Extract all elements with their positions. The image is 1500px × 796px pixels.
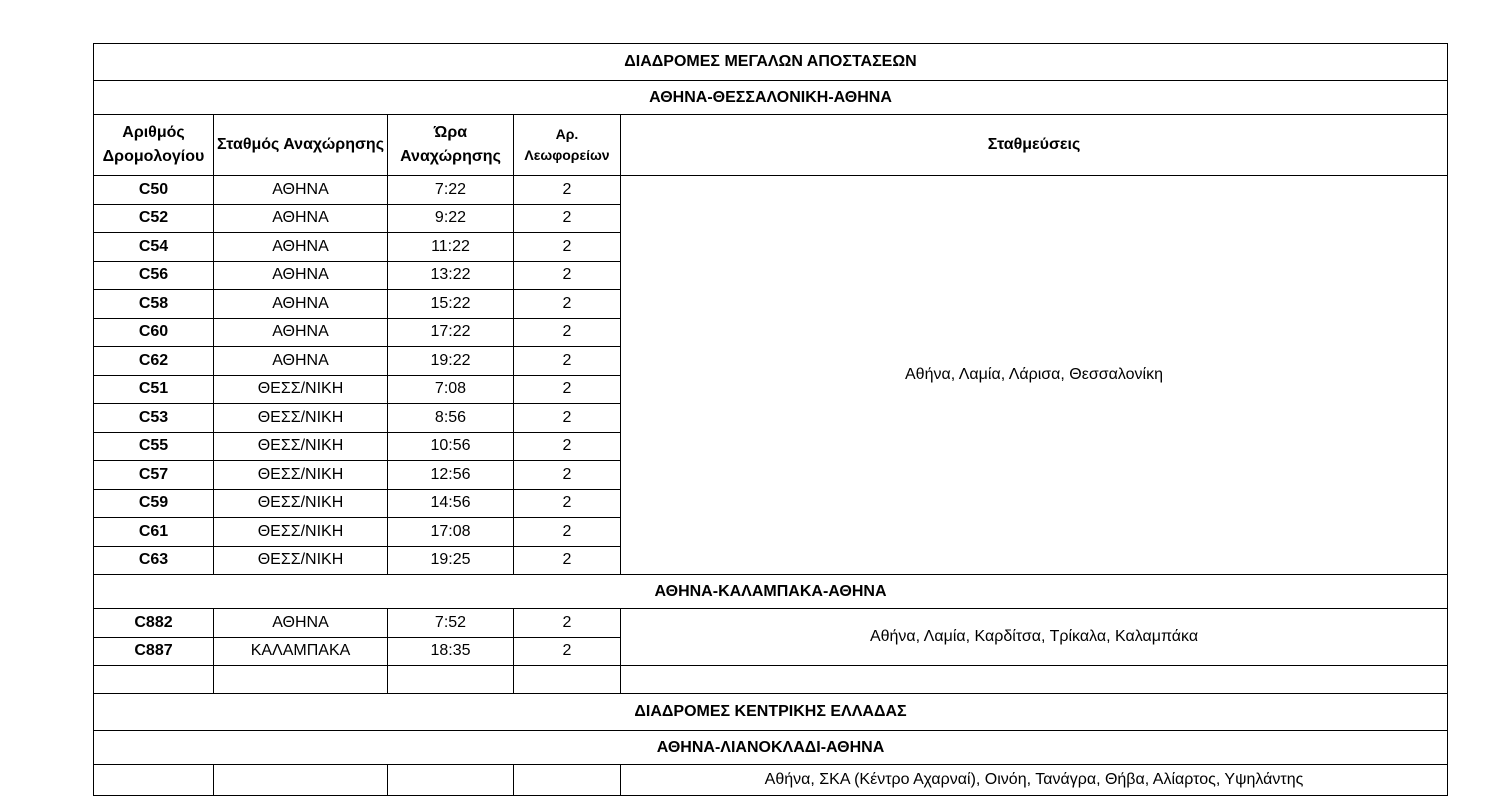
departure-time: 19:25 — [388, 546, 514, 575]
departure-time: 11:22 — [388, 233, 514, 262]
stops-athens-thessaloniki: Αθήνα, Λαμία, Λάρισα, Θεσσαλονίκη — [621, 176, 1448, 575]
departure-station: ΑΘΗΝΑ — [214, 204, 388, 233]
bus-count: 2 — [514, 637, 621, 666]
bus-count: 2 — [514, 546, 621, 575]
route-number: C54 — [94, 233, 214, 262]
route-number: C52 — [94, 204, 214, 233]
header-route-number: Αριθμός Δρομολογίου — [94, 115, 214, 176]
empty-cell — [214, 666, 388, 694]
empty-row — [94, 666, 1448, 694]
departure-station: ΘΕΣΣ/ΝΙΚΗ — [214, 375, 388, 404]
departure-time: 13:22 — [388, 261, 514, 290]
bus-count: 2 — [514, 261, 621, 290]
route-number: C51 — [94, 375, 214, 404]
departure-time: 12:56 — [388, 461, 514, 490]
departure-station: ΘΕΣΣ/ΝΙΚΗ — [214, 432, 388, 461]
bus-count: 2 — [514, 404, 621, 433]
departure-time: 19:22 — [388, 347, 514, 376]
route-number: C58 — [94, 290, 214, 319]
route-number: C882 — [94, 609, 214, 638]
departure-time: 9:22 — [388, 204, 514, 233]
table-row — [94, 609, 1448, 638]
bus-count: 2 — [514, 233, 621, 262]
bus-count: 2 — [514, 290, 621, 319]
departure-station: ΑΘΗΝΑ — [214, 347, 388, 376]
empty-cell — [388, 666, 514, 694]
empty-cell — [621, 666, 1448, 694]
section-title-central-greece: ΔΙΑΔΡΟΜΕΣ ΚΕΝΤΡΙΚΗΣ ΕΛΛΑΔΑΣ — [94, 694, 1448, 731]
departure-time: 18:35 — [388, 637, 514, 666]
bus-count: 2 — [514, 318, 621, 347]
empty-cell — [514, 765, 621, 796]
departure-time: 7:08 — [388, 375, 514, 404]
route-number: C63 — [94, 546, 214, 575]
empty-cell — [94, 765, 214, 796]
column-header-row — [94, 115, 1448, 176]
departure-station: ΑΘΗΝΑ — [214, 290, 388, 319]
bus-count: 2 — [514, 461, 621, 490]
departure-station: ΑΘΗΝΑ — [214, 233, 388, 262]
route-number: C55 — [94, 432, 214, 461]
route-number: C57 — [94, 461, 214, 490]
route-title-athens-kalampaka: ΑΘΗΝΑ-ΚΑΛΑΜΠΑΚΑ-ΑΘΗΝΑ — [94, 575, 1448, 609]
bus-count: 2 — [514, 204, 621, 233]
route-number: C59 — [94, 489, 214, 518]
header-bus-count: Αρ. Λεωφορείων — [514, 115, 621, 176]
departure-station: ΑΘΗΝΑ — [214, 318, 388, 347]
departure-time: 8:56 — [388, 404, 514, 433]
section-title-long-distance: ΔΙΑΔΡΟΜΕΣ ΜΕΓΑΛΩΝ ΑΠΟΣΤΑΣΕΩΝ — [94, 44, 1448, 81]
bus-count: 2 — [514, 609, 621, 638]
empty-cell — [514, 666, 621, 694]
bus-count: 2 — [514, 176, 621, 205]
departure-time: 7:22 — [388, 176, 514, 205]
stops-athens-kalampaka: Αθήνα, Λαμία, Καρδίτσα, Τρίκαλα, Καλαμπάκα — [621, 609, 1448, 666]
route-number: C887 — [94, 637, 214, 666]
departure-time: 14:56 — [388, 489, 514, 518]
route-number: C62 — [94, 347, 214, 376]
header-departure-time: Ώρα Αναχώρησης — [388, 115, 514, 176]
departure-station: ΘΕΣΣ/ΝΙΚΗ — [214, 518, 388, 547]
empty-cell — [214, 765, 388, 796]
departure-station: ΑΘΗΝΑ — [214, 261, 388, 290]
departure-time: 10:56 — [388, 432, 514, 461]
stops-athens-lianokladi: Αθήνα, ΣΚΑ (Κέντρο Αχαρναί), Οινόη, Τανάγρα, Θήβα, Αλίαρτος, Υψηλάντης — [621, 765, 1448, 796]
bus-count: 2 — [514, 432, 621, 461]
table-row — [94, 765, 1448, 796]
departure-station: ΘΕΣΣ/ΝΙΚΗ — [214, 546, 388, 575]
empty-cell — [388, 765, 514, 796]
route-number: C53 — [94, 404, 214, 433]
schedule-table — [93, 43, 1448, 796]
departure-time: 15:22 — [388, 290, 514, 319]
bus-count: 2 — [514, 347, 621, 376]
route-number: C50 — [94, 176, 214, 205]
route-title-athens-lianokladi: ΑΘΗΝΑ-ΛΙΑΝΟΚΛΑΔΙ-ΑΘΗΝΑ — [94, 731, 1448, 765]
route-number: C61 — [94, 518, 214, 547]
empty-cell — [94, 666, 214, 694]
header-departure-station: Σταθμός Αναχώρησης — [214, 115, 388, 176]
departure-station: ΑΘΗΝΑ — [214, 176, 388, 205]
route-number: C60 — [94, 318, 214, 347]
route-title-athens-thessaloniki: ΑΘΗΝΑ-ΘΕΣΣΑΛΟΝΙΚΗ-ΑΘΗΝΑ — [94, 81, 1448, 115]
header-stops: Σταθμεύσεις — [621, 115, 1448, 176]
bus-count: 2 — [514, 489, 621, 518]
departure-time: 7:52 — [388, 609, 514, 638]
departure-station: ΘΕΣΣ/ΝΙΚΗ — [214, 404, 388, 433]
departure-station: ΚΑΛΑΜΠΑΚΑ — [214, 637, 388, 666]
departure-time: 17:22 — [388, 318, 514, 347]
bus-count: 2 — [514, 518, 621, 547]
table-row — [94, 176, 1448, 205]
departure-station: ΑΘΗΝΑ — [214, 609, 388, 638]
bus-count: 2 — [514, 375, 621, 404]
departure-time: 17:08 — [388, 518, 514, 547]
departure-station: ΘΕΣΣ/ΝΙΚΗ — [214, 461, 388, 490]
route-number: C56 — [94, 261, 214, 290]
departure-station: ΘΕΣΣ/ΝΙΚΗ — [214, 489, 388, 518]
